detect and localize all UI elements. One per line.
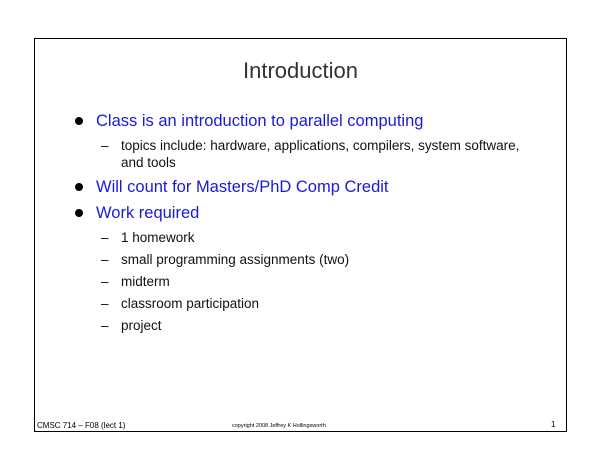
dash-icon: – <box>101 252 109 267</box>
dash-icon: – <box>101 296 109 311</box>
bullet-text: Will count for Masters/PhD Comp Credit <box>96 178 389 196</box>
sub-text: topics include: hardware, applications, compilers, system software, and tools <box>121 138 520 170</box>
bullet-dot-icon <box>75 117 83 125</box>
bullet-dot-icon <box>75 209 83 217</box>
sub-text: classroom participation <box>121 296 260 311</box>
slide <box>34 38 567 432</box>
slide-title: Introduction <box>243 58 358 83</box>
bullet-text: Class is an introduction to parallel computing <box>96 112 424 130</box>
footer-course-label: CMSC 714 – F08 (lect 1) <box>37 421 126 430</box>
bullet-dot-icon <box>75 183 83 191</box>
dash-icon: – <box>101 318 109 333</box>
sub-text: project <box>121 318 162 333</box>
footer-copyright: copyright 2008 Jeffrey K Hollingsworth <box>232 423 326 429</box>
sub-text: 1 homework <box>121 230 195 245</box>
dash-icon: – <box>101 274 109 289</box>
sub-text: small programming assignments (two) <box>121 252 350 267</box>
dash-icon: – <box>101 138 109 153</box>
bullet-text: Work required <box>96 204 200 222</box>
slide-content <box>35 39 566 431</box>
sub-text: midterm <box>121 274 170 289</box>
dash-icon: – <box>101 230 109 245</box>
page-number: 1 <box>551 420 556 429</box>
